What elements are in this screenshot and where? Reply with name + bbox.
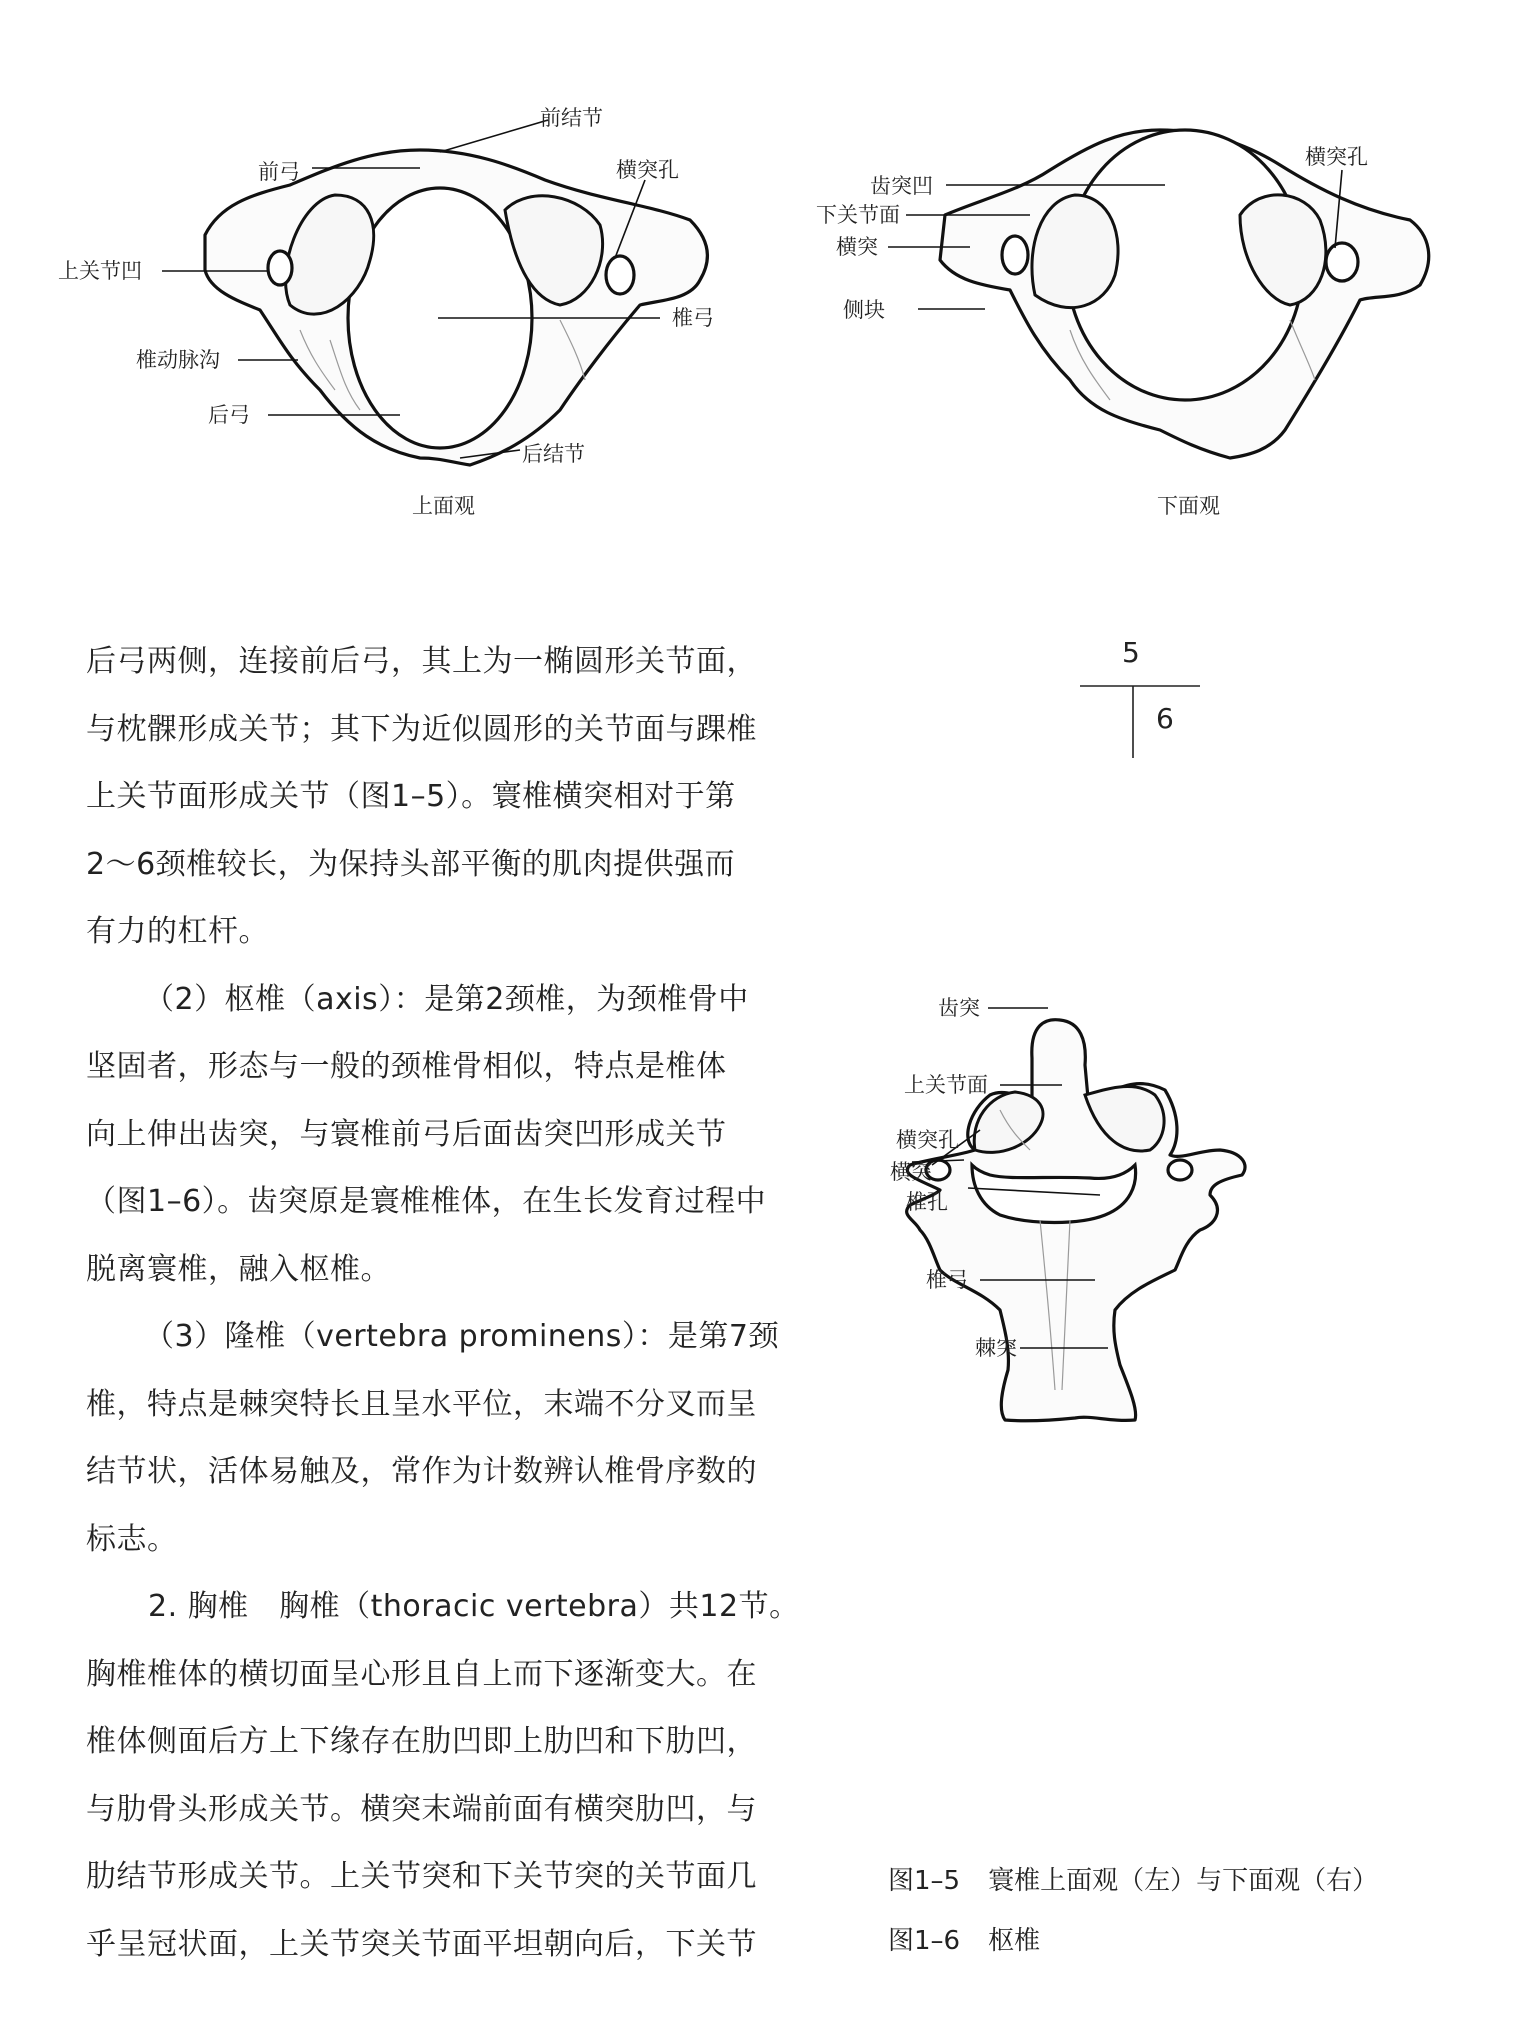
- label-transverse-process-axis: 横突: [890, 1160, 932, 1184]
- caption-figure-1-6-text: 枢椎: [988, 1926, 1041, 1956]
- label-vertebral-arch-left: 椎弓: [672, 306, 714, 330]
- text-line: 椎体侧面后方上下缘存在肋凹即上肋凹和下肋凹，: [86, 1724, 757, 1759]
- label-spinous-process: 棘突: [975, 1336, 1017, 1360]
- label-inferior-articular-surface: 下关节面: [816, 203, 900, 227]
- label-dens-fovea: 齿突凹: [870, 174, 933, 198]
- figure-atlas-superior-view: [0, 0, 760, 540]
- label-transverse-foramen-left: 横突孔: [616, 158, 679, 182]
- text-line: 肋结节形成关节。上关节突和下关节突的关节面几: [86, 1859, 757, 1894]
- text-line: 2. 胸椎 胸椎（thoracic vertebra）共12节。: [148, 1589, 800, 1624]
- body-text: [86, 628, 806, 1978]
- label-superior-articular-surface: 上关节面: [904, 1073, 988, 1097]
- text-line: 上关节面形成关节（图1–5）。寰椎横突相对于第: [86, 779, 736, 814]
- caption-figure-1-5-id: 图1–5: [888, 1866, 961, 1896]
- text-line: 乎呈冠状面，上关节突关节面平坦朝向后，下关节: [86, 1926, 757, 1962]
- caption-figure-1-6-id: 图1–6: [888, 1926, 961, 1956]
- label-posterior-tubercle: 后结节: [522, 442, 585, 466]
- label-lateral-mass: 侧块: [843, 298, 885, 322]
- text-line: 坚固者，形态与一般的颈椎骨相似，特点是椎体: [86, 1049, 727, 1084]
- text-line: （3）隆椎（vertebra prominens）：是第7颈: [144, 1319, 779, 1354]
- page-number-divider: [1080, 630, 1220, 760]
- label-anterior-arch: 前弓: [258, 160, 300, 184]
- page-number-bottom: 6: [1156, 702, 1174, 735]
- label-transverse-foramen-right: 横突孔: [1305, 145, 1368, 169]
- text-line: 与肋骨头形成关节。横突末端前面有横突肋凹，与: [86, 1791, 757, 1827]
- caption-figure-1-6: [888, 1920, 1040, 1957]
- text-line: 向上伸出齿突，与寰椎前弓后面齿突凹形成关节: [86, 1116, 727, 1152]
- label-vertebral-foramen: 椎孔: [906, 1190, 948, 1214]
- page-number-top: 5: [1122, 636, 1140, 669]
- caption-superior-view: 上面观: [412, 494, 475, 518]
- text-line: 有力的杠杆。: [86, 914, 269, 949]
- text-line: 后弓两侧，连接前后弓，其上为一椭圆形关节面，: [86, 644, 757, 679]
- page-number-mark: [1080, 630, 1220, 760]
- caption-figure-1-5-text: 寰椎上面观（左）与下面观（右）: [988, 1866, 1379, 1896]
- label-superior-articular-fovea: 上关节凹: [58, 259, 142, 283]
- text-line: （2）枢椎（axis）：是第2颈椎，为颈椎骨中: [144, 981, 749, 1017]
- text-line: 2～6颈椎较长，为保持头部平衡的肌肉提供强而: [86, 846, 736, 882]
- label-dens: 齿突: [938, 996, 980, 1020]
- text-line: 标志。: [86, 1521, 178, 1557]
- label-anterior-tubercle: 前结节: [540, 106, 603, 130]
- text-line: 与枕髁形成关节；其下为近似圆形的关节面与踝椎: [86, 711, 757, 747]
- label-transverse-foramen-axis: 横突孔: [896, 1128, 959, 1152]
- label-transverse-process-right: 横突: [836, 235, 878, 259]
- text-line: 结节状，活体易触及，常作为计数辨认椎骨序数的: [86, 1454, 757, 1489]
- atlas-inferior-drawing: [770, 0, 1536, 540]
- figure-axis: [880, 970, 1380, 1470]
- caption-inferior-view: 下面观: [1157, 494, 1220, 518]
- caption-figure-1-5: [888, 1860, 1378, 1897]
- figure-atlas-inferior-view: [770, 0, 1536, 540]
- text-line: 椎，特点是棘突特长且呈水平位，末端不分叉而呈: [86, 1386, 757, 1422]
- text-line: （图1–6）。齿突原是寰椎椎体，在生长发育过程中: [86, 1184, 767, 1219]
- text-line: 脱离寰椎，融入枢椎。: [86, 1251, 391, 1287]
- axis-drawing: [880, 970, 1380, 1470]
- label-vertebral-arch-axis: 椎弓: [926, 1268, 968, 1292]
- label-posterior-arch: 后弓: [208, 403, 250, 427]
- label-vertebral-artery-groove: 椎动脉沟: [136, 348, 220, 372]
- text-line: 胸椎椎体的横切面呈心形且自上而下逐渐变大。在: [86, 1656, 757, 1692]
